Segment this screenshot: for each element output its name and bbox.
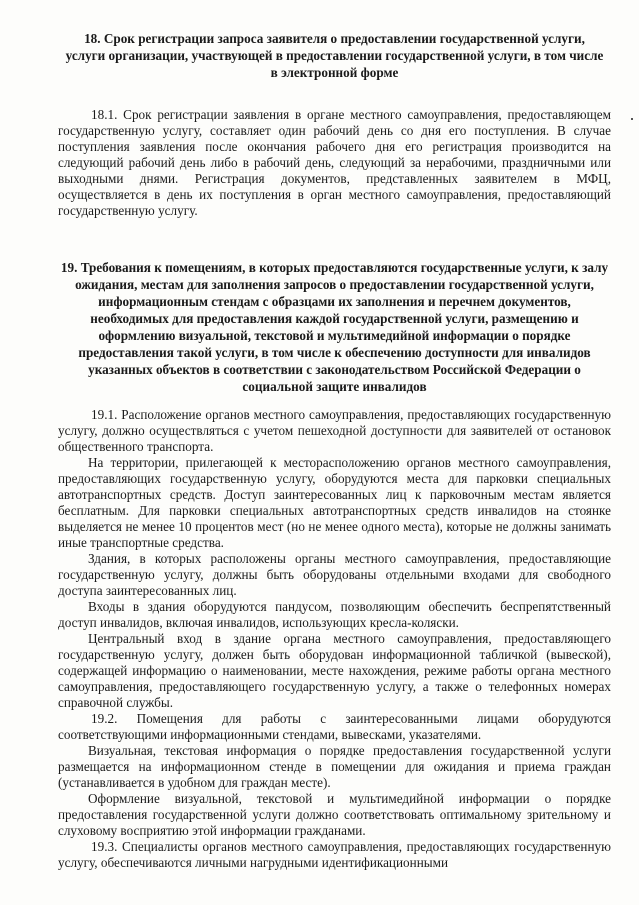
- spacer: [58, 219, 611, 259]
- paragraph-buildings: Здания, в которых расположены органы местного самоуправления, предоставляющие государственную услугу, должны быть оборудованы отдельными входами для свободного доступа заинтересованных лиц.: [58, 551, 611, 598]
- paragraph-multimedia: Оформление визуальной, текстовой и мультимедийной информации о порядке предоставления государственной услуги должно соответствовать оптимальному зрительному и слуховому восприятию этой информации гражданами.: [58, 791, 611, 838]
- paragraph-19-1: 19.1. Расположение органов местного самоуправления, предоставляющих государственную услугу, должно осуществляться с учетом пешеходной доступности для заявителей от остановок общественного транспорта.: [58, 407, 611, 454]
- section-18-title: 18. Срок регистрации запроса заявителя о предоставлении государственной услуги, услуги организации, участвующей в предоставлении государственной услуги, в том числе в электронной форме: [65, 31, 604, 80]
- paragraph-19-3: 19.3. Специалисты органов местного самоуправления, предоставляющих государственную услугу, обеспечиваются личными нагрудными идентификационными: [58, 839, 611, 870]
- paragraph-visual-info: Визуальная, текстовая информация о порядке предоставления государственной услуги размещается на информационном стенде в помещении для ожидания и приема граждан (устанавливается в удобном для граждан месте).: [58, 743, 611, 790]
- section-19-title: 19. Требования к помещениям, в которых предоставляются государственные услуги, к залу ожидания, местам для заполнения запросов о предоставлении государственной услуги, информационным стендам с образцами их заполнения и перечнем документов, необходимых для предоставления каждой государственной услуги, размещению и оформлению визуальной, текстовой и мультимедийной информации о порядке предоставления такой услуги, в том числе к обеспечению доступности для инвалидов указанных объектов в соответствии с законодательством Российской Федерации о социальной защите инвалидов: [60, 260, 609, 394]
- paragraph-19-2: 19.2. Помещения для работы с заинтересованными лицами оборудуются соответствующими информационными стендами, вывесками, указателями.: [58, 711, 611, 742]
- paragraph-central-entrance: Центральный вход в здание органа местного самоуправления, предоставляющего государственную услугу, должен быть оборудован информационной табличкой (вывеской), содержащей информацию о наименовании, месте нахождения, режиме работы органа местного самоуправления, предоставляющего государственную услугу, а также о телефонных номерах справочной службы.: [58, 631, 611, 710]
- spacer: [58, 395, 611, 407]
- paragraph-entrances: Входы в здания оборудуются пандусом, позволяющим обеспечить беспрепятственный доступ инвалидов, включая инвалидов, использующих кресла-коляски.: [58, 599, 611, 630]
- spacer: [58, 81, 611, 107]
- paragraph-18-1: 18.1. Срок регистрации заявления в органе местного самоуправления, предоставляющем государственную услугу, составляет один рабочий день со дня его поступления. В случае поступления заявления после окончания рабочего дня его регистрация производится на следующий рабочий день либо в рабочий день, следующий за нерабочими, праздничными или выходными днями. Регистрация документов, представленных заявителем в МФЦ, осуществляется в день их поступления в орган местного самоуправления, предоставляющий государственную услугу.: [58, 107, 611, 218]
- paragraph-parking: На территории, прилегающей к месторасположению органов местного самоуправления, предоставляющих государственную услугу, оборудуются места для парковки специальных автотранспортных средств. Доступ заинтересованных лиц к парковочным местам является бесплатным. Для парковки специальных автотранспортных средств инвалидов на стоянке выделяется не менее 10 процентов мест (но не менее одного места), которые не должны занимать иные транспортные средства.: [58, 455, 611, 550]
- scan-mark: [631, 118, 633, 120]
